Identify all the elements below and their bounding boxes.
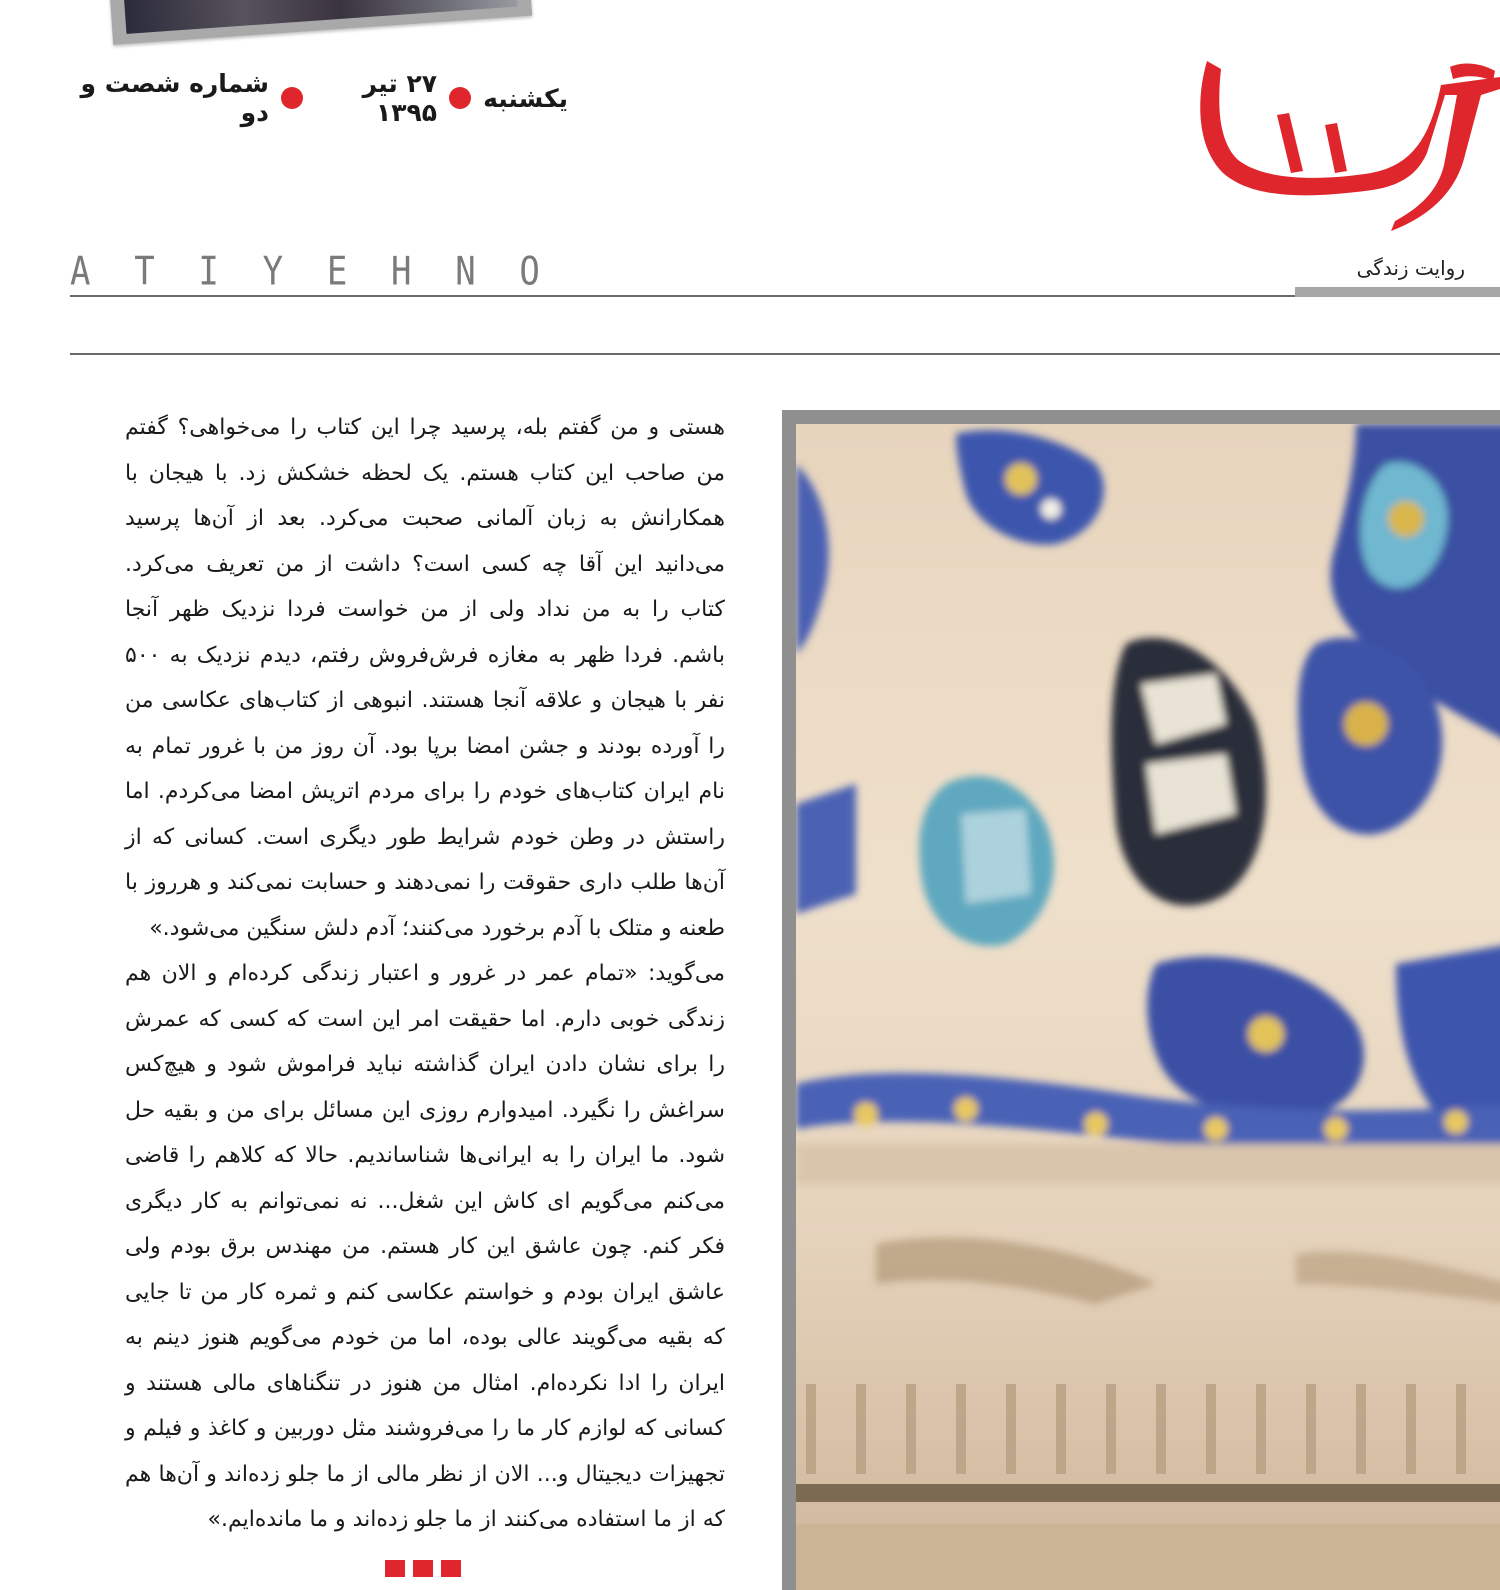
top-photo-strip	[108, 0, 532, 45]
section-letter-header	[70, 249, 540, 295]
article-body	[125, 405, 725, 1543]
section-letter: T	[134, 249, 155, 295]
logo-calligraphy-icon	[1195, 55, 1500, 235]
masthead-tagline: روایت زندگی	[1356, 256, 1465, 280]
issue-day: یکشنبه	[483, 83, 568, 113]
issue-number: شماره شصت و دو	[80, 69, 270, 127]
section-letter: O	[519, 249, 540, 295]
article-paragraph: می‌گوید: «تمام عمر در غرور و اعتبار زندگی کرده‌ام و الان هم زندگی خوبی دارم. اما حقیقت امر این است که کسی که عمرش را برای نشان دادن ایران گذاشته نباید فراموش شود و هیچ‌کس سراغش را نگیرد. امیدوارم روزی این مسائل برای من و بقیه حل شود. ما ایران را به ایرانی‌ها شناساندیم. حالا که کلاهم را قاضی می‌کنم می‌گویم ای کاش این شغل... نه نمی‌توانم به کار دیگری فکر کنم. چون عاشق این کار هستم. من مهندس برق بودم ولی عاشق ایران بودم و خواستم عکاسی کنم و ثمره کار من تا جایی که بقیه می‌گویند عالی بوده، اما من خودم می‌گویم هنوز دینم به ایران را ادا نکرده‌ام. امثال من هنوز در تنگناهای مالی هستند و کسانی که لوازم کار ما را می‌فروشند مثل دوربین و کاغذ و فیلم و تجهیزات دیجیتال و... الان از نظر مالی از ما جلو زده‌اند و آن‌ها هم که از ما استفاده می‌کنند از ما جلو زده‌اند و ما مانده‌ایم.»	[125, 961, 725, 1532]
header-rule	[70, 295, 1295, 297]
article-photo	[782, 410, 1500, 1590]
end-mark-bar	[385, 1560, 405, 1577]
article-paragraph: هستی و من گفتم بله، پرسید چرا این کتاب را می‌خواهی؟ گفتم من صاحب این کتاب هستم. یک لحظه خشکش زد. با هیجان با همکارانش به زبان آلمانی صحبت می‌کرد. بعد از آن‌ها پرسید می‌دانید این آقا چه کسی است؟ داشت از من تعریف می‌کرد. کتاب را به من نداد ولی از من خواست فردا نزدیک ظهر آنجا باشم. فردا ظهر به مغازه فرش‌فروش رفتم، دیدم نزدیک به ۵۰۰ نفر با هیجان و علاقه آنجا هستند. انبوهی از کتاب‌های عکاسی من را آورده بودند و جشن امضا برپا بود. آن روز من با غرور تمام به نام ایران کتاب‌های خودم را برای مردم اتریش امضا می‌کردم. اما راستش در وطن خودم شرایط طور دیگری است. کسانی که از آن‌ها طلب داری حقوقت را نمی‌دهند و حسابت نمی‌کند و هرروز با طعنه و متلک با آدم برخورد می‌کنند؛ آدم دلش سنگین می‌شود.»	[125, 415, 725, 941]
section-letter: E	[326, 249, 348, 295]
section-letter: I	[198, 249, 219, 295]
issue-date: ۲۷ تیر ۱۳۹۵	[362, 69, 438, 127]
section-letter: A	[70, 249, 91, 295]
red-dot-icon	[281, 87, 303, 109]
end-mark-bar	[413, 1560, 433, 1577]
header-accent-rule	[1295, 287, 1500, 297]
article-end-mark	[385, 1560, 461, 1577]
end-mark-bar	[441, 1560, 461, 1577]
masthead-logo	[1195, 55, 1500, 235]
mosaic-pattern-icon	[796, 424, 1500, 1590]
tile-mosaic-photo	[796, 424, 1500, 1590]
section-letter: H	[391, 249, 412, 295]
section-letter: Y	[262, 249, 284, 295]
issue-info	[78, 69, 568, 127]
content-divider	[70, 353, 1500, 355]
section-letter: N	[455, 249, 476, 295]
top-photo-image	[122, 0, 517, 34]
red-dot-icon	[449, 87, 471, 109]
